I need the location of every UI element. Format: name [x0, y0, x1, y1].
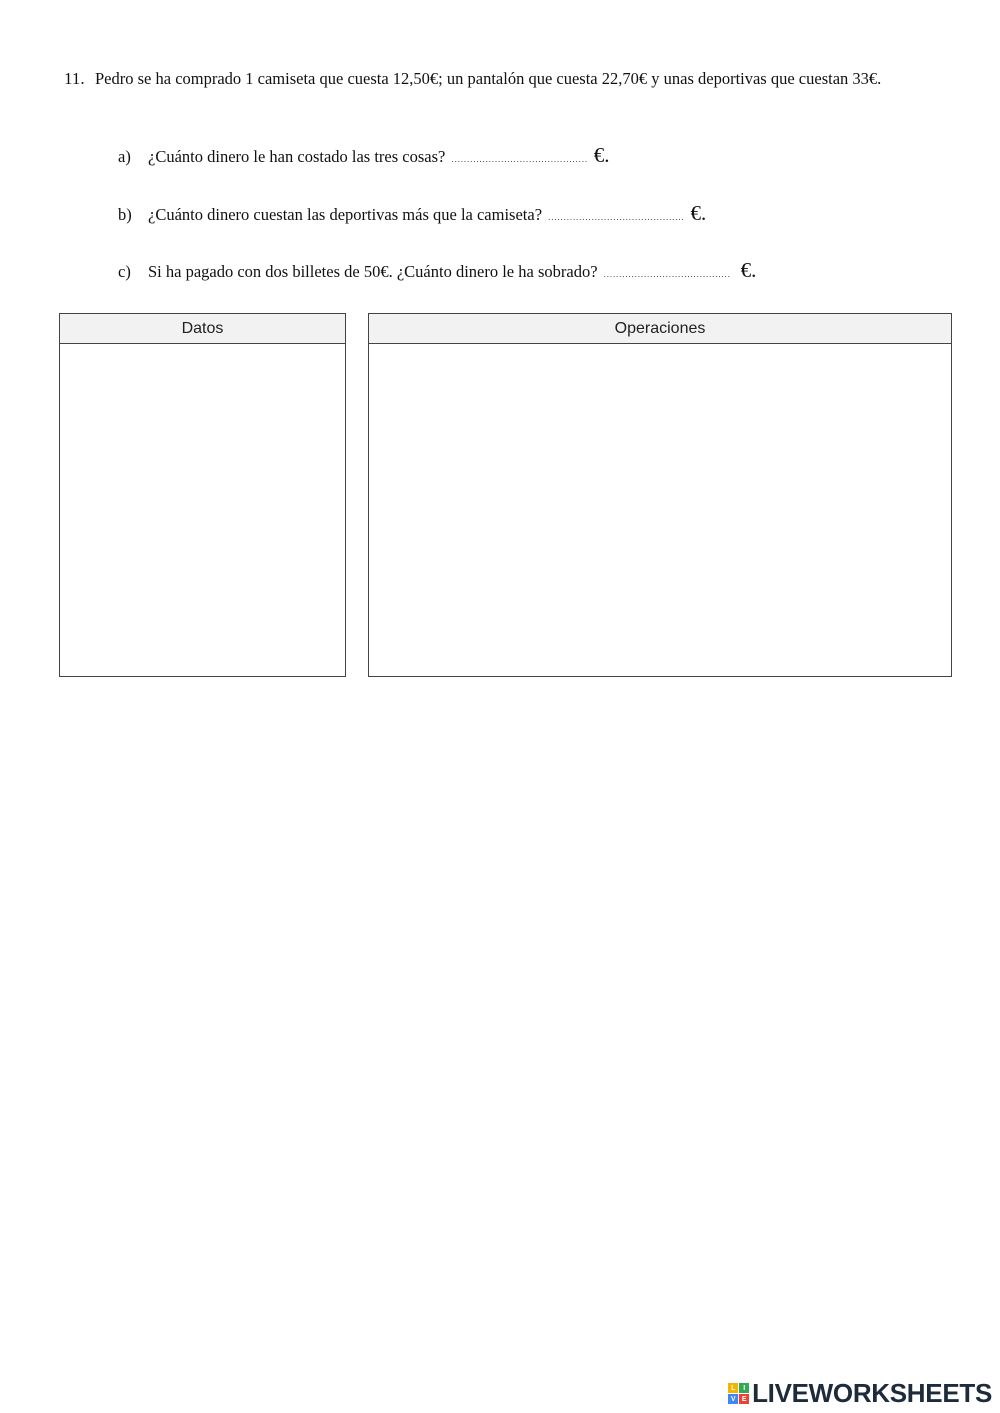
question-letter: c) — [118, 262, 131, 281]
operaciones-area[interactable] — [369, 344, 951, 676]
problem-number: 11. — [64, 69, 85, 88]
question-text: Si ha pagado con dos billetes de 50€. ¿Cuánto dinero le ha sobrado? — [148, 262, 598, 281]
datos-box — [59, 313, 346, 677]
datos-area[interactable] — [60, 344, 345, 676]
answer-blank-b[interactable]: ............................................ — [548, 212, 685, 222]
problem-statement — [64, 68, 906, 90]
question-b — [118, 201, 706, 225]
question-text: ¿Cuánto dinero cuestan las deportivas más que la camiseta? — [148, 205, 543, 224]
logo-cell: V — [728, 1394, 738, 1404]
problem-text: Pedro se ha comprado 1 camiseta que cuesta 12,50€; un pantalón que cuesta 22,70€ y unas deportivas que cuestan 33€. — [95, 69, 882, 88]
operaciones-box — [368, 313, 952, 677]
logo-cell: I — [739, 1383, 749, 1393]
question-letter: a) — [118, 147, 131, 166]
datos-header: Datos — [60, 314, 345, 344]
logo-cell: L — [728, 1383, 738, 1393]
euro-unit: €. — [593, 143, 610, 167]
question-letter: b) — [118, 205, 132, 224]
answer-blank-c[interactable]: ......................................... — [603, 269, 731, 279]
euro-unit: €. — [740, 258, 757, 282]
question-text: ¿Cuánto dinero le han costado las tres cosas? — [148, 147, 446, 166]
answer-blank-a[interactable]: ............................................ — [451, 154, 588, 164]
operaciones-header: Operaciones — [369, 314, 951, 344]
logo-cell: E — [739, 1394, 749, 1404]
euro-unit: €. — [690, 201, 707, 225]
liveworksheets-logo — [728, 1378, 992, 1409]
question-c — [118, 258, 756, 282]
logo-grid-icon — [728, 1383, 749, 1404]
brand-name: LIVEWORKSHEETS — [752, 1378, 992, 1408]
question-a — [118, 143, 610, 167]
